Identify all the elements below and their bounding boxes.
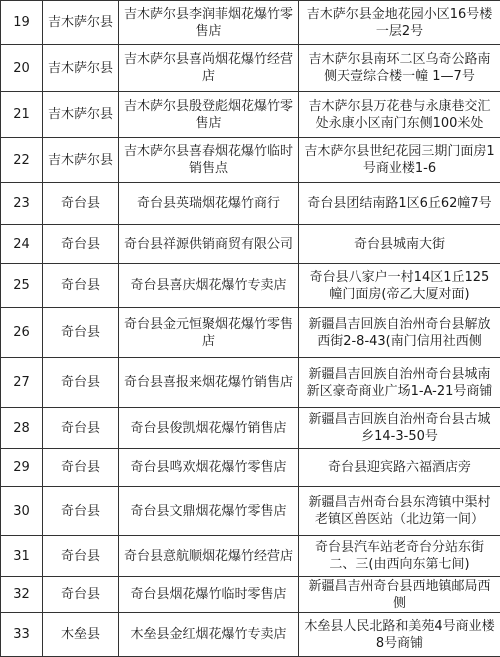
shop-name-cell: 吉木萨尔县李润菲烟花爆竹零售店: [119, 1, 299, 45]
table-row: [1, 577, 500, 613]
county-cell: 奇台县: [43, 577, 119, 613]
county-cell: 奇台县: [43, 264, 119, 308]
row-number: 21: [1, 92, 43, 138]
table-row: [1, 45, 500, 92]
address-cell: 新疆昌吉回族自治州奇台县城南新区豪奇商业广场1-A-21号商铺: [299, 358, 500, 408]
shop-name-cell: 奇台县英瑞烟花爆竹商行: [119, 183, 299, 225]
county-cell: 奇台县: [43, 358, 119, 408]
county-cell: 奇台县: [43, 183, 119, 225]
table-row: [1, 449, 500, 487]
address-cell: 奇台县城南大街: [299, 225, 500, 264]
row-number: 33: [1, 613, 43, 657]
row-number: 24: [1, 225, 43, 264]
shop-name-cell: 奇台县祥源供销商贸有限公司: [119, 225, 299, 264]
row-number: 31: [1, 536, 43, 577]
address-cell: 吉木萨尔县金地花园小区16号楼一层2号: [299, 1, 500, 45]
table-row: [1, 138, 500, 183]
table-row: [1, 264, 500, 308]
county-cell: 奇台县: [43, 536, 119, 577]
shop-name-cell: 奇台县烟花爆竹临时零售店: [119, 577, 299, 613]
address-cell: 奇台县汽车站老奇台分站东街二、三(由西向东第七间): [299, 536, 500, 577]
county-cell: 奇台县: [43, 449, 119, 487]
county-cell: 奇台县: [43, 225, 119, 264]
table-row: [1, 613, 500, 657]
county-cell: 吉木萨尔县: [43, 92, 119, 138]
address-cell: 奇台县迎宾路六福酒店旁: [299, 449, 500, 487]
row-number: 26: [1, 308, 43, 358]
county-cell: 吉木萨尔县: [43, 45, 119, 92]
row-number: 30: [1, 487, 43, 536]
shop-name-cell: 木垒县金红烟花爆竹专卖店: [119, 613, 299, 657]
shop-name-cell: 奇台县鸣欢烟花爆竹零售店: [119, 449, 299, 487]
row-number: 23: [1, 183, 43, 225]
county-cell: 奇台县: [43, 487, 119, 536]
shop-name-cell: 奇台县文鼎烟花爆竹零售店: [119, 487, 299, 536]
table-row: [1, 408, 500, 449]
address-cell: 新疆昌吉回族自治州奇台县解放西街2-8-43(南门信用社西侧: [299, 308, 500, 358]
shop-name-cell: 奇台县金元恒聚烟花爆竹零售店: [119, 308, 299, 358]
row-number: 32: [1, 577, 43, 613]
address-cell: 新疆昌吉州奇台县西地镇邮局西侧: [299, 577, 500, 613]
row-number: 20: [1, 45, 43, 92]
address-cell: 新疆昌吉回族自治州奇台县古城乡14-3-50号: [299, 408, 500, 449]
table-row: [1, 225, 500, 264]
row-number: 27: [1, 358, 43, 408]
shop-name-cell: 奇台县意航顺烟花爆竹经营店: [119, 536, 299, 577]
shop-name-cell: 奇台县喜报来烟花爆竹销售店: [119, 358, 299, 408]
county-cell: 吉木萨尔县: [43, 138, 119, 183]
address-cell: 新疆昌吉州奇台县东湾镇中渠村老镇区兽医站（北边第一间）: [299, 487, 500, 536]
shop-name-cell: 吉木萨尔县殷登彪烟花爆竹零售店: [119, 92, 299, 138]
table-row: [1, 536, 500, 577]
row-number: 29: [1, 449, 43, 487]
row-number: 22: [1, 138, 43, 183]
county-cell: 吉木萨尔县: [43, 1, 119, 45]
address-cell: 吉木萨尔县万花巷与永康巷交汇处永康小区南门东侧100米处: [299, 92, 500, 138]
table-row: [1, 308, 500, 358]
address-cell: 奇台县团结南路1区6丘62幢7号: [299, 183, 500, 225]
table-row: [1, 1, 500, 45]
table-row: [1, 487, 500, 536]
shop-name-cell: 吉木萨尔县喜尚烟花爆竹经营店: [119, 45, 299, 92]
row-number: 25: [1, 264, 43, 308]
county-cell: 木垒县: [43, 613, 119, 657]
table-row: [1, 358, 500, 408]
row-number: 28: [1, 408, 43, 449]
address-cell: 吉木萨尔县世纪花园三期门面房1号商业楼1-6: [299, 138, 500, 183]
table-row: [1, 183, 500, 225]
table-row: [1, 92, 500, 138]
shop-name-cell: 奇台县喜庆烟花爆竹专卖店: [119, 264, 299, 308]
county-cell: 奇台县: [43, 308, 119, 358]
shop-name-cell: 吉木萨尔县喜春烟花爆竹临时销售点: [119, 138, 299, 183]
shop-name-cell: 奇台县俊凯烟花爆竹销售店: [119, 408, 299, 449]
address-cell: 木垒县人民北路和美苑4号商业楼8号商铺: [299, 613, 500, 657]
address-cell: 奇台县八家户一村14区1丘125幢门面房(帝乙大厦对面): [299, 264, 500, 308]
address-cell: 吉木萨尔县南环二区乌奇公路南侧天壹综合楼一幢 1—7号: [299, 45, 500, 92]
row-number: 19: [1, 1, 43, 45]
table-body: [1, 1, 500, 657]
county-cell: 奇台县: [43, 408, 119, 449]
